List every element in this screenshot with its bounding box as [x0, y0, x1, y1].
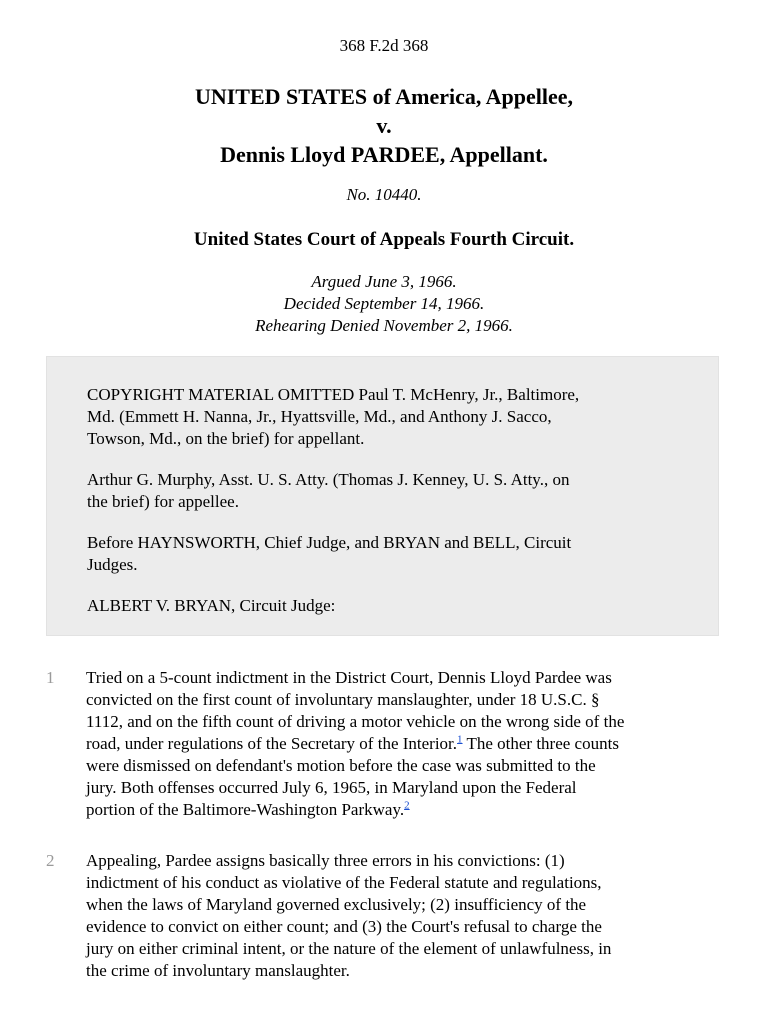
paragraph-line: 1112, and on the fifth count of driving a motor vehicle on the wrong side of the [86, 712, 625, 731]
counsel-line: Judges. [87, 555, 138, 574]
counsel-line: the brief) for appellee. [87, 492, 239, 511]
case-title-appellant: Dennis Lloyd PARDEE, Appellant. [220, 142, 548, 167]
paragraph-text-segment: road, under regulations of the Secretary of the Interior. [86, 734, 458, 753]
docket-number: No. 10440. [346, 185, 422, 204]
counsel-appellant [87, 384, 678, 450]
paragraph-text-segment: portion of the Baltimore-Washington Parkway. [86, 800, 405, 819]
decided-date: Decided September 14, 1966. [283, 294, 485, 313]
paragraph-line: were dismissed on defendant's motion before the case was submitted to the [86, 756, 596, 775]
paragraph-text [86, 850, 726, 982]
counsel-line: Before HAYNSWORTH, Chief Judge, and BRYAN and BELL, Circuit [87, 533, 572, 552]
paragraph-number: 2 [46, 851, 55, 870]
rehearing-date: Rehearing Denied November 2, 1966. [255, 316, 513, 335]
counsel-line: Md. (Emmett H. Nanna, Jr., Hyattsville, Md., and Anthony J. Sacco, [87, 407, 552, 426]
paragraph-line: the crime of involuntary manslaughter. [86, 961, 350, 980]
paragraph-line: Appealing, Pardee assigns basically three errors in his convictions: (1) [86, 851, 565, 870]
case-dates [0, 271, 768, 337]
case-title [0, 82, 768, 169]
panel-judges [87, 532, 678, 576]
paragraph-line-with-footnote [86, 799, 726, 821]
paragraph-number: 1 [46, 668, 55, 687]
opinion-author: ALBERT V. BRYAN, Circuit Judge: [87, 596, 336, 615]
counsel-line: Towson, Md., on the brief) for appellant. [87, 429, 365, 448]
paragraph-line-with-footnote [86, 733, 726, 755]
paragraph-text [86, 667, 726, 821]
paragraph-line: jury on either criminal intent, or the nature of the element of unlawfulness, in [86, 939, 612, 958]
paragraph-line: convicted on the first count of involuntary manslaughter, under 18 U.S.C. § [86, 690, 600, 709]
case-title-appellee: UNITED STATES of America, Appellee, [194, 84, 574, 109]
paragraph-text-segment: The other three counts [462, 734, 619, 753]
argued-date: Argued June 3, 1966. [311, 272, 457, 291]
footnote-link[interactable]: 1 [457, 733, 463, 746]
court-name: United States Court of Appeals Fourth Circuit. [193, 229, 575, 250]
counsel-appellee [87, 469, 678, 513]
paragraph-line: Tried on a 5-count indictment in the District Court, Dennis Lloyd Pardee was [86, 668, 612, 687]
paragraph-line: when the laws of Maryland governed exclusively; (2) insufficiency of the [86, 895, 587, 914]
case-title-versus: v. [376, 113, 392, 138]
paragraph-line: indictment of his conduct as violative of the Federal statute and regulations, [86, 873, 602, 892]
counsel-box [46, 356, 719, 636]
counsel-line: Arthur G. Murphy, Asst. U. S. Atty. (Thomas J. Kenney, U. S. Atty., on [87, 470, 570, 489]
footnote-link[interactable]: 2 [404, 799, 410, 812]
paragraph-line: jury. Both offenses occurred July 6, 1965, in Maryland upon the Federal [86, 778, 577, 797]
counsel-line: COPYRIGHT MATERIAL OMITTED Paul T. McHenry, Jr., Baltimore, [87, 385, 580, 404]
paragraph-line: evidence to convict on either count; and (3) the Court's refusal to charge the [86, 917, 602, 936]
citation: 368 F.2d 368 [339, 36, 429, 55]
